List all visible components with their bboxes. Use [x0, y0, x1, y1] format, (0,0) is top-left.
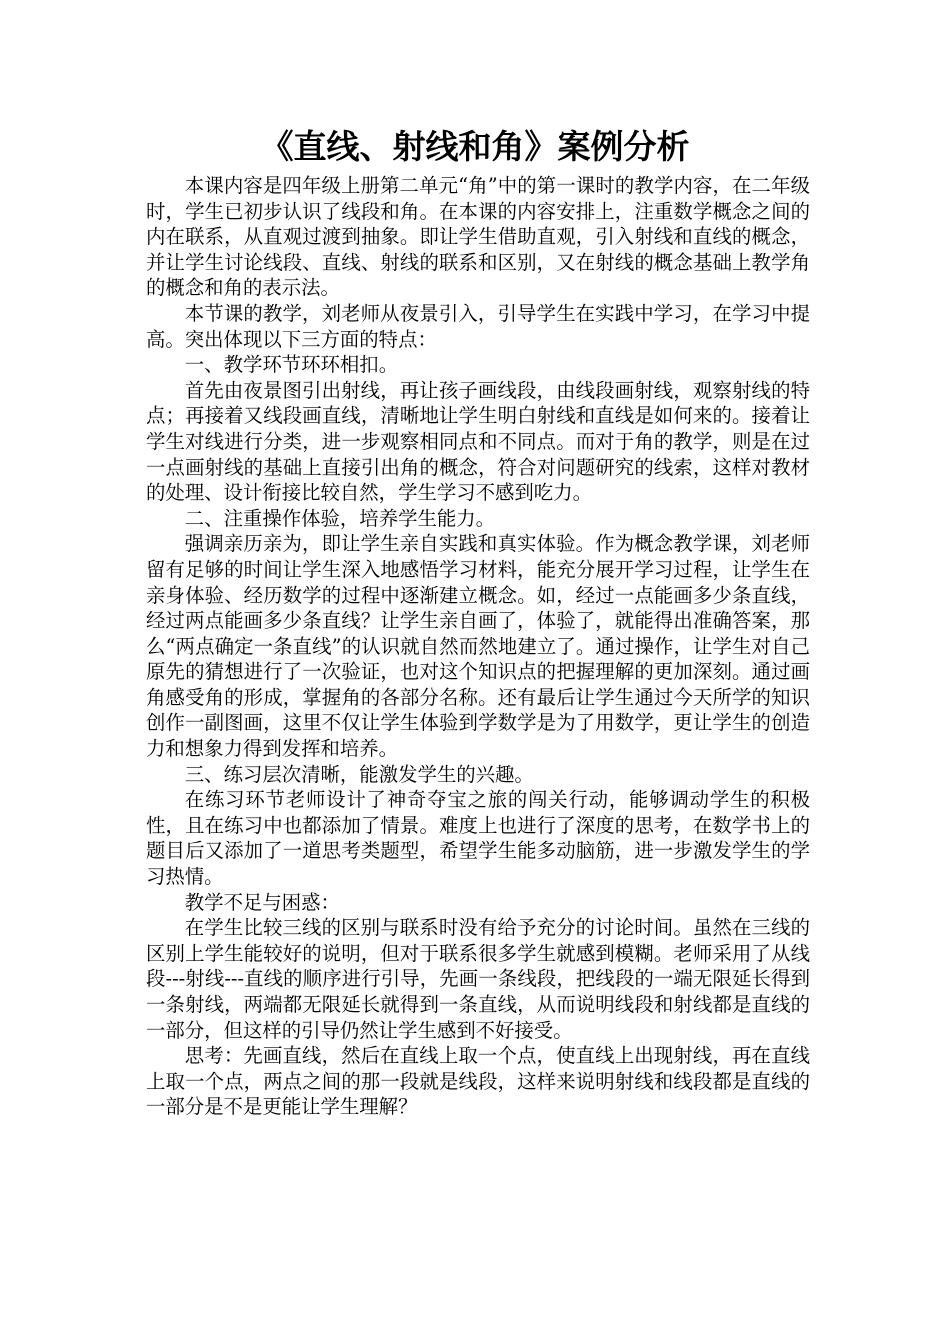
section-heading-shortcomings: 教学不足与困惑：	[184, 890, 340, 914]
section-heading-3: 三、练习层次清晰，能激发学生的兴趣。	[184, 762, 534, 786]
section-heading-2: 二、注重操作体验，培养学生能力。	[184, 506, 496, 530]
paragraph-overview: 本节课的教学，刘老师从夜景引入，引导学生在实践中学习，在学习中提高。突出体现以下三方面的特点：	[146, 301, 810, 351]
paragraph-section-3: 在练习环节老师设计了神奇夺宝之旅的闯关行动，能够调动学生的积极性，且在练习中也都添加了情景。难度上也进行了深度的思考，在数学书上的题目后又添加了一道思考类题型，希望学生能多动脑筋，进一步激发学生的学习热情。	[146, 788, 810, 889]
paragraph-intro: 本课内容是四年级上册第二单元“角”中的第一课时的教学内容，在二年级时，学生已初步认识了线段和角。在本课的内容安排上，注重数学概念之间的内在联系，从直观过渡到抽象。即让学生借助直观，引入射线和直线的概念，并让学生讨论线段、直线、射线的联系和区别，又在射线的概念基础上教学角的概念和角的表示法。	[146, 174, 810, 300]
document-body	[146, 173, 810, 1120]
paragraph-section-1: 首先由夜景图引出射线，再让孩子画线段，由线段画射线，观察射线的特点；再接着又线段画直线，清晰地让学生明白射线和直线是如何来的。接着让学生对线进行分类，进一步观察相同点和不同点。而对于角的教学，则是在过一点画射线的基础上直接引出角的概念，符合对问题研究的线索，这样对教材的处理、设计衔接比较自然，学生学习不感到吃力。	[146, 378, 810, 505]
paragraph-shortcomings: 在学生比较三线的区别与联系时没有给予充分的讨论时间。虽然在三线的区别上学生能较好的说明，但对于联系很多学生就感到模糊。老师采用了从线段---射线---直线的顺序进行引导，先画一条线段，把线段的一端无限延长得到一条射线，两端都无限延长就得到一条直线，从而说明线段和射线都是直线的一部分，但这样的引导仍然让学生感到不好接受。	[146, 916, 810, 1042]
paragraph-section-2: 强调亲历亲为，即让学生亲自实践和真实体验。作为概念教学课，刘老师留有足够的时间让学生深入地感悟学习材料，能充分展开学习过程，让学生在亲身体验、经历数学的过程中逐渐建立概念。如，经过一点能画多少条直线，经过两点能画多少条直线？让学生亲自画了，体验了，就能得出准确答案，那么“两点确定一条直线”的认识就自然而然地建立了。通过操作，让学生对自己原先的猜想进行了一次验证，也对这个知识点的把握理解的更加深刻。通过画角感受角的形成，掌握角的各部分名称。还有最后让学生通过今天所学的知识创作一副图画，这里不仅让学生体验到学数学是为了用数学，更让学生的创造力和想象力得到发挥和培养。	[146, 532, 810, 761]
document-title: 《直线、射线和角》案例分析	[260, 127, 690, 166]
paragraph-reflection: 思考：先画直线，然后在直线上取一个点，使直线上出现射线，再在直线上取一个点，两点之间的那一段就是线段，这样来说明射线和线段都是直线的一部分是不是更能让学生理解？	[146, 1044, 810, 1119]
section-heading-1: 一、教学环节环环相扣。	[184, 353, 399, 377]
